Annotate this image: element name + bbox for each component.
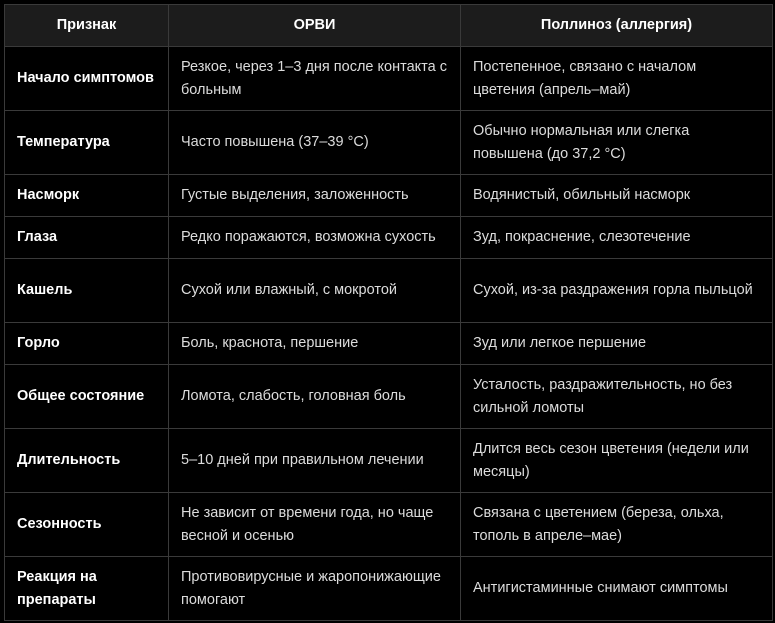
comparison-table <box>4 4 773 621</box>
orvi-cell: 5–10 дней при правильном лечении <box>169 429 461 493</box>
table-row <box>5 47 773 111</box>
orvi-cell: Сухой или влажный, с мокротой <box>169 259 461 323</box>
table-row <box>5 557 773 621</box>
table-row <box>5 365 773 429</box>
table-row <box>5 493 773 557</box>
pollinosis-cell: Водянистый, обильный насморк <box>461 175 773 217</box>
orvi-cell: Не зависит от времени года, но чаще весной и осенью <box>169 493 461 557</box>
table-row <box>5 217 773 259</box>
orvi-cell: Редко поражаются, возможна сухость <box>169 217 461 259</box>
feature-cell: Сезонность <box>5 493 169 557</box>
pollinosis-cell: Зуд, покраснение, слезотечение <box>461 217 773 259</box>
header-pollinosis: Поллиноз (аллергия) <box>461 5 773 47</box>
pollinosis-cell: Длится весь сезон цветения (недели или месяцы) <box>461 429 773 493</box>
orvi-cell: Резкое, через 1–3 дня после контакта с больным <box>169 47 461 111</box>
feature-cell: Реакция на препараты <box>5 557 169 621</box>
feature-cell: Начало симптомов <box>5 47 169 111</box>
orvi-cell: Ломота, слабость, головная боль <box>169 365 461 429</box>
table-row <box>5 175 773 217</box>
pollinosis-cell: Зуд или легкое першение <box>461 323 773 365</box>
feature-cell: Длительность <box>5 429 169 493</box>
feature-cell: Температура <box>5 111 169 175</box>
pollinosis-cell: Связана с цветением (береза, ольха, тополь в апреле–мае) <box>461 493 773 557</box>
orvi-cell: Боль, краснота, першение <box>169 323 461 365</box>
pollinosis-cell: Антигистаминные снимают симптомы <box>461 557 773 621</box>
pollinosis-cell: Усталость, раздражительность, но без сильной ломоты <box>461 365 773 429</box>
table-row <box>5 111 773 175</box>
pollinosis-cell: Обычно нормальная или слегка повышена (до 37,2 °C) <box>461 111 773 175</box>
orvi-cell: Противовирусные и жаропонижающие помогают <box>169 557 461 621</box>
feature-cell: Насморк <box>5 175 169 217</box>
table-header <box>5 5 773 47</box>
orvi-cell: Густые выделения, заложенность <box>169 175 461 217</box>
header-orvi: ОРВИ <box>169 5 461 47</box>
table-body <box>5 47 773 621</box>
table-row <box>5 429 773 493</box>
pollinosis-cell: Сухой, из-за раздражения горла пыльцой <box>461 259 773 323</box>
orvi-cell: Часто повышена (37–39 °C) <box>169 111 461 175</box>
table-row <box>5 259 773 323</box>
feature-cell: Глаза <box>5 217 169 259</box>
pollinosis-cell: Постепенное, связано с началом цветения (апрель–май) <box>461 47 773 111</box>
feature-cell: Кашель <box>5 259 169 323</box>
table-row <box>5 323 773 365</box>
feature-cell: Горло <box>5 323 169 365</box>
feature-cell: Общее состояние <box>5 365 169 429</box>
comparison-table-container <box>4 4 772 621</box>
header-feature: Признак <box>5 5 169 47</box>
header-row <box>5 5 773 47</box>
